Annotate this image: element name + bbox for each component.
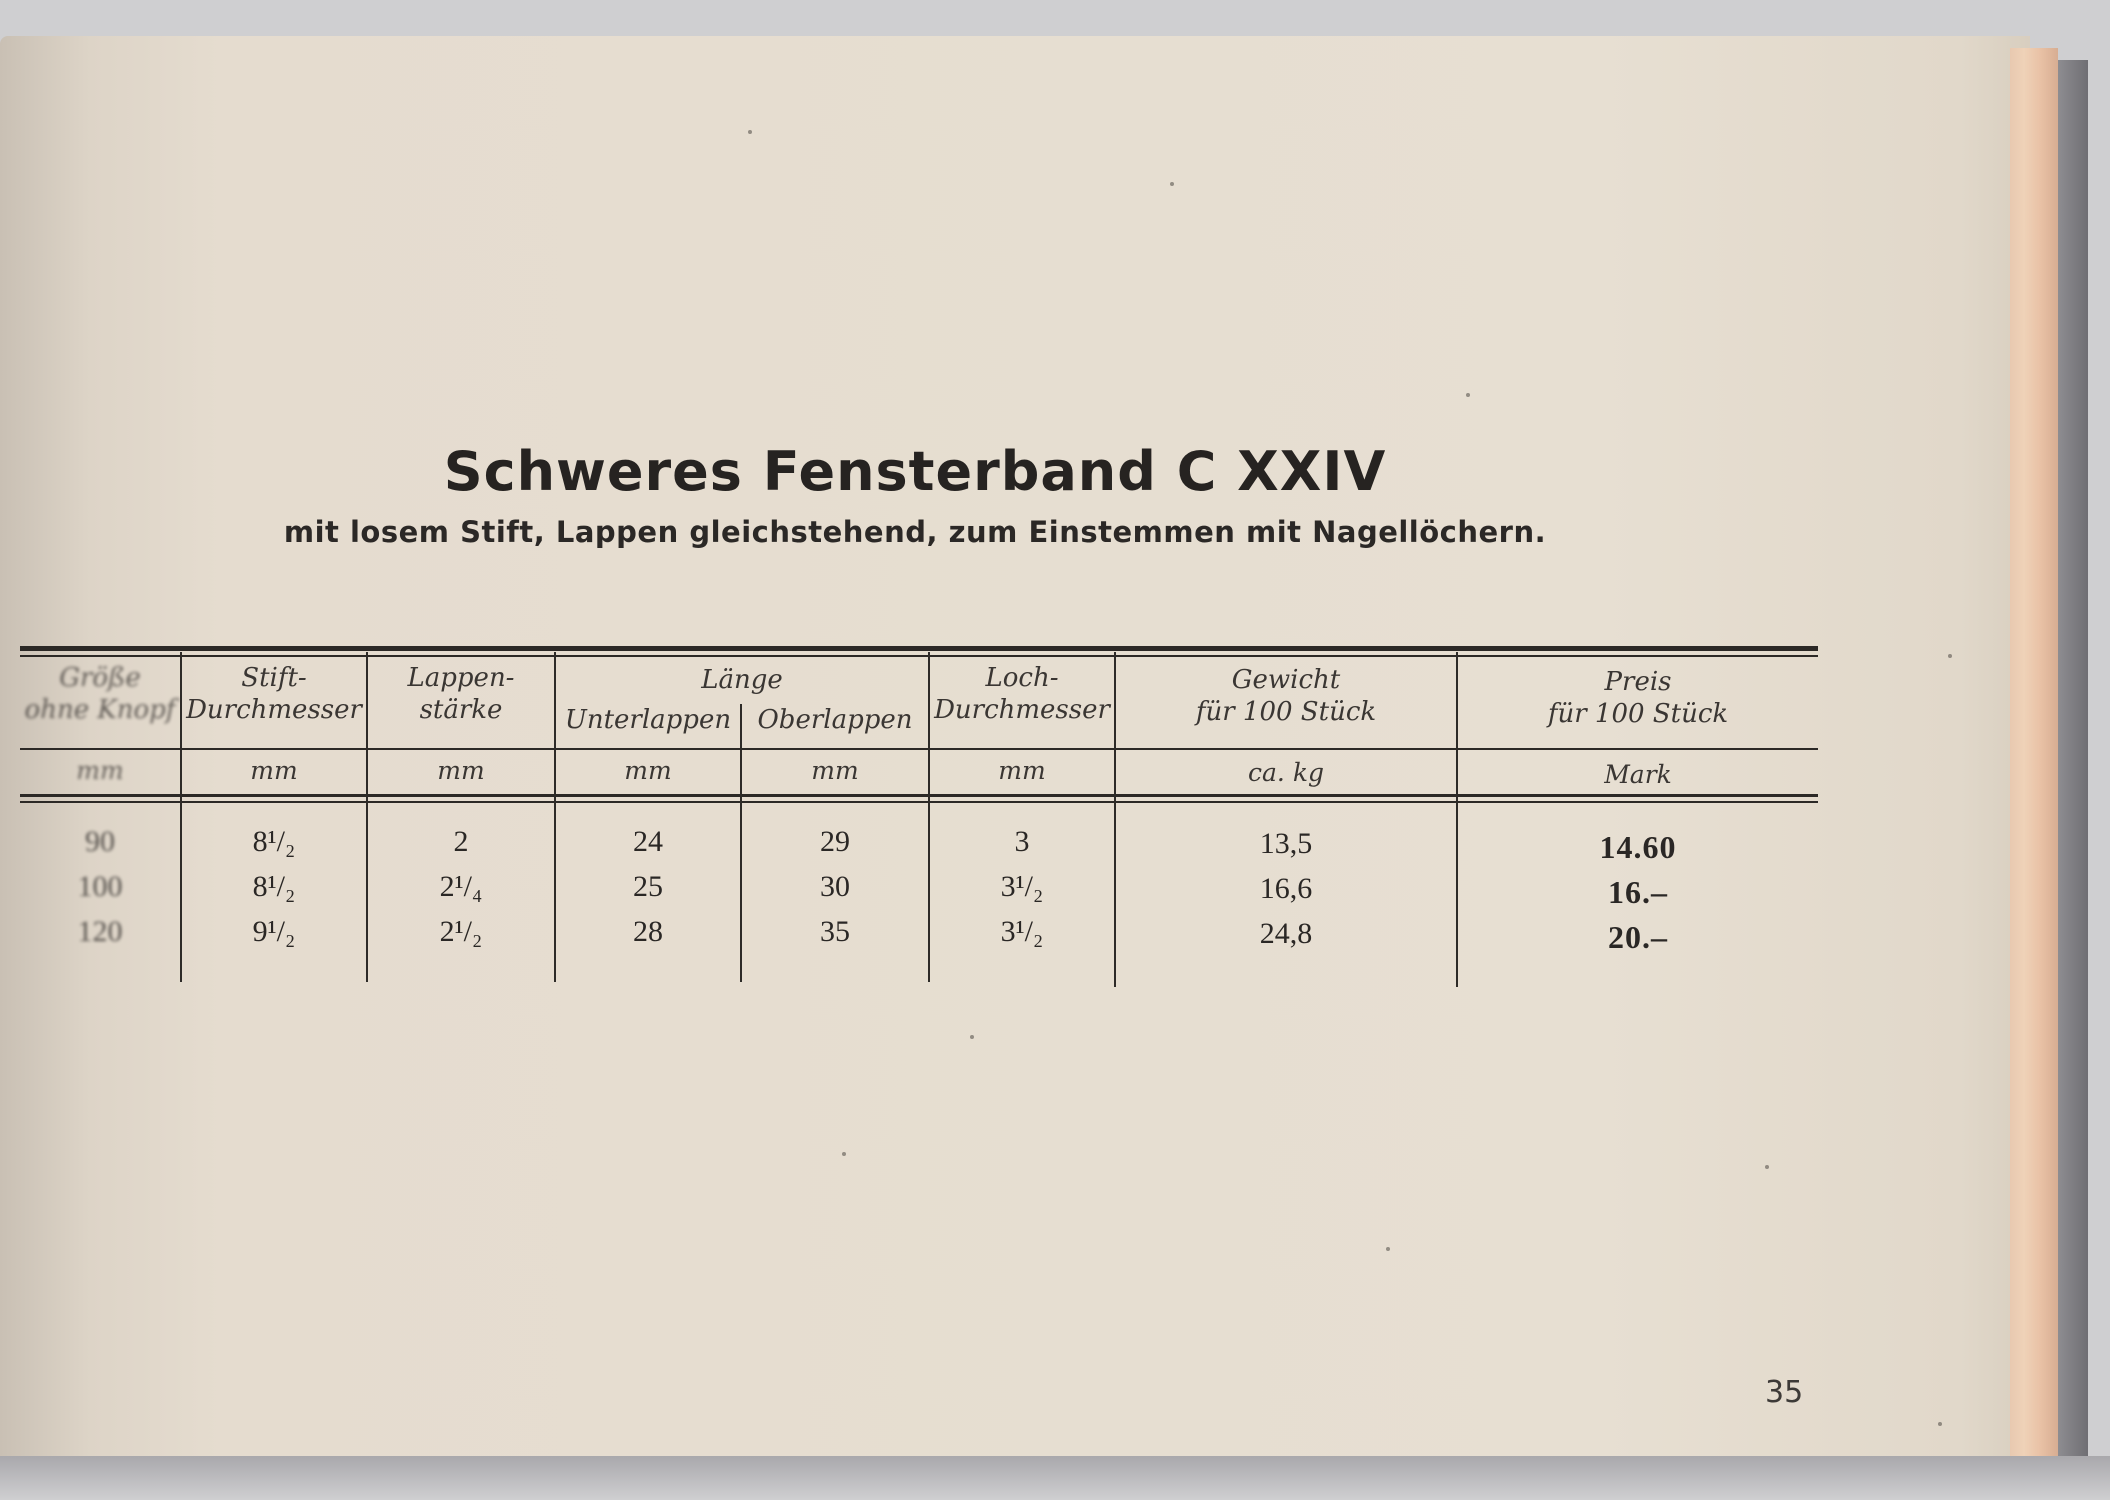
header-weight-line2: für 100 Stück xyxy=(1195,697,1377,727)
paper-speck xyxy=(1466,393,1470,397)
over-cell: 35 xyxy=(820,915,850,948)
size-cell: 90 xyxy=(85,825,115,858)
under-cell: 28 xyxy=(633,915,663,948)
hole-cell: 3¹/₂ xyxy=(1000,915,1044,948)
header-hole-line1: Loch- xyxy=(985,663,1059,693)
price-cell: 20.– xyxy=(1608,919,1668,955)
weight-cell: 16,6 xyxy=(1259,872,1313,905)
unit-cell: mm xyxy=(811,756,859,785)
paper-speck xyxy=(1765,1165,1769,1169)
scan-shadow xyxy=(0,1456,2110,1500)
unit-cell: mm xyxy=(998,756,1046,785)
header-hole-line2: Durchmesser xyxy=(934,695,1110,725)
header-pin-diameter xyxy=(182,662,366,726)
hole-cell: 3 xyxy=(1014,825,1030,858)
header-length-under: Unterlappen xyxy=(564,705,732,735)
header-leaf-thickness xyxy=(368,662,554,726)
table-top-rule xyxy=(20,646,1818,651)
header-bottom-rule xyxy=(20,794,1818,797)
unit-cell: ca. kg xyxy=(1248,758,1324,787)
price-cell: 16.– xyxy=(1608,874,1668,910)
page-edge xyxy=(2010,48,2058,1456)
under-cell: 24 xyxy=(633,825,663,858)
size-cell: 120 xyxy=(77,915,123,948)
header-weight-line1: Gewicht xyxy=(1231,665,1341,695)
header-length-over: Oberlappen xyxy=(757,705,913,735)
paper-speck xyxy=(1170,182,1174,186)
unit-cell: Mark xyxy=(1604,760,1672,789)
pin-cell: 9¹/₂ xyxy=(252,915,296,948)
book-page xyxy=(0,36,2030,1456)
unit-cell: mm xyxy=(250,756,298,785)
header-bottom-rule-thin xyxy=(20,801,1818,803)
header-price-line1: Preis xyxy=(1604,667,1672,697)
header-price-line2: für 100 Stück xyxy=(1547,699,1729,729)
leaf-cell: 2¹/₂ xyxy=(439,915,483,948)
pin-cell: 8¹/₂ xyxy=(252,870,296,903)
weight-cell: 24,8 xyxy=(1259,917,1313,950)
under-cell: 25 xyxy=(633,870,663,903)
header-price xyxy=(1458,666,1818,730)
unit-cell: mm xyxy=(624,756,672,785)
size-cell: 100 xyxy=(77,870,123,903)
header-weight xyxy=(1116,664,1456,728)
hole-cell: 3¹/₂ xyxy=(1000,870,1044,903)
over-cell: 30 xyxy=(820,870,850,903)
header-pin-line2: Durchmesser xyxy=(186,695,362,725)
unit-cell: mm xyxy=(76,756,124,785)
header-hole-diameter xyxy=(930,662,1114,726)
weight-cell: 13,5 xyxy=(1259,827,1313,860)
header-length: Länge xyxy=(701,665,783,695)
leaf-cell: 2¹/₄ xyxy=(439,870,483,903)
header-leaf-line2: stärke xyxy=(419,695,503,725)
book-cover-edge xyxy=(2058,60,2088,1456)
page-number: 35 xyxy=(1765,1375,1804,1410)
paper-speck xyxy=(1948,654,1952,658)
paper-speck xyxy=(748,130,752,134)
paper-speck xyxy=(970,1035,974,1039)
page-title: Schweres Fensterband C XXIV xyxy=(443,440,1387,503)
header-size xyxy=(20,662,180,726)
header-size-line1: Größe xyxy=(59,663,141,693)
pin-cell: 8¹/₂ xyxy=(252,825,296,858)
paper-speck xyxy=(842,1152,846,1156)
header-unit-rule xyxy=(20,748,1818,750)
over-cell: 29 xyxy=(820,825,850,858)
paper-speck xyxy=(1386,1247,1390,1251)
page-subtitle: mit losem Stift, Lappen gleichstehend, zum Einstemmen mit Nagellöchern. xyxy=(283,515,1547,549)
paper-speck xyxy=(1938,1422,1942,1426)
table-top-rule-thin xyxy=(20,655,1818,657)
unit-cell: mm xyxy=(437,756,485,785)
header-leaf-line1: Lappen- xyxy=(407,663,515,693)
header-pin-line1: Stift- xyxy=(241,663,307,693)
leaf-cell: 2 xyxy=(453,825,469,858)
header-size-line2: ohne Knopf xyxy=(24,695,176,725)
price-cell: 14.60 xyxy=(1599,829,1677,865)
